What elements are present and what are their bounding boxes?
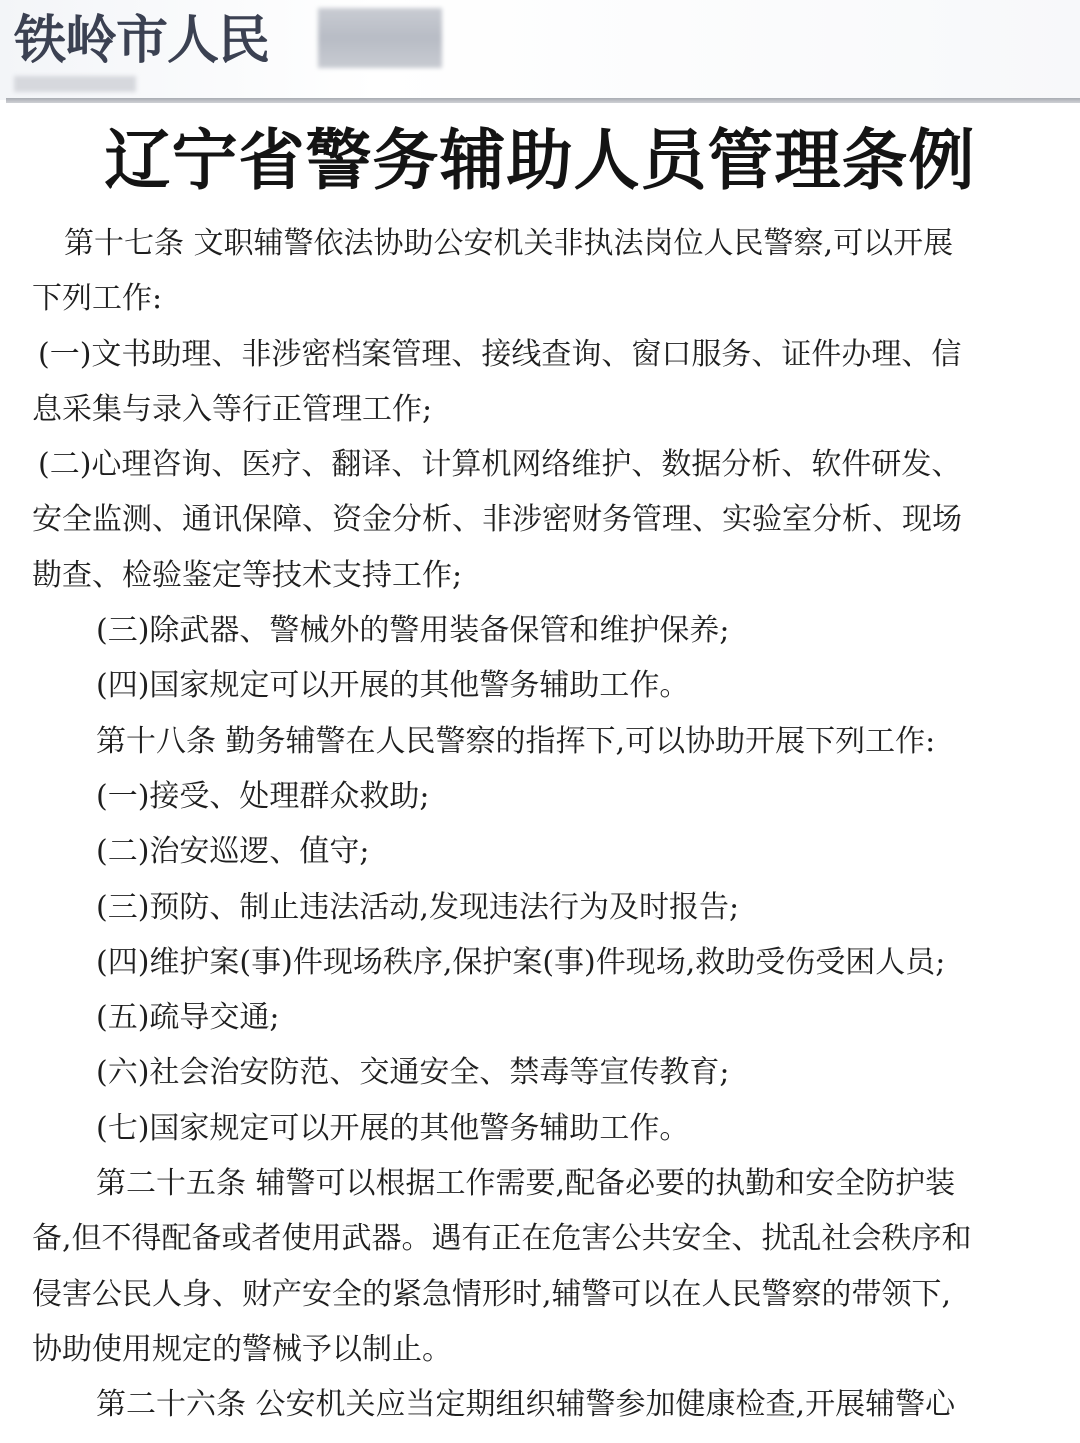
- header-divider: [6, 98, 1080, 103]
- text-line: 息采集与录入等行正管理工作;: [32, 391, 433, 427]
- text-line: (一)文书助理、非涉密档案管理、接线查询、窗口服务、证件办理、信: [38, 336, 962, 372]
- document-body: [32, 216, 1042, 1433]
- text-line: 安全监测、通讯保障、资金分析、非涉密财务管理、实验室分析、现场: [32, 502, 962, 538]
- text-line: (五)疏导交通;: [96, 1000, 280, 1036]
- text-line: 第二十六条 公安机关应当定期组织辅警参加健康检查,开展辅警心: [96, 1387, 956, 1423]
- source-title: 铁岭市人民: [14, 11, 270, 71]
- text-line: (二)心理咨询、医疗、翻译、计算机网络维护、数据分析、软件研发、: [38, 447, 962, 483]
- text-line: (七)国家规定可以开展的其他警务辅助工作。: [96, 1110, 690, 1146]
- text-line: (四)国家规定可以开展的其他警务辅助工作。: [96, 668, 690, 704]
- blurred-subtitle: [14, 76, 136, 92]
- text-line: 协助使用规定的警械予以制止。: [32, 1331, 452, 1367]
- text-line: 侵害公民人身、财产安全的紧急情形时,辅警可以在人民警察的带领下,: [32, 1276, 952, 1312]
- text-line: 第二十五条 辅警可以根据工作需要,配备必要的执勤和安全防护装: [96, 1166, 956, 1202]
- text-line: 勘查、检验鉴定等技术支持工作;: [32, 557, 463, 593]
- text-line: (三)预防、制止违法活动,发现违法行为及时报告;: [96, 889, 740, 925]
- text-line: 备,但不得配备或者使用武器。遇有正在危害公共安全、扰乱社会秩序和: [32, 1221, 972, 1257]
- text-line: (二)治安巡逻、值守;: [96, 834, 370, 870]
- text-line: 下列工作:: [32, 281, 163, 317]
- blurred-redaction: [318, 8, 442, 68]
- text-line: (一)接受、处理群众救助;: [96, 778, 430, 814]
- text-line: (四)维护案(事)件现场秩序,保护案(事)件现场,救助受伤受困人员;: [96, 944, 946, 980]
- header-bar: [0, 0, 1080, 100]
- text-line: 第十八条 勤务辅警在人民警察的指挥下,可以协助开展下列工作:: [96, 723, 936, 759]
- text-line: (三)除武器、警械外的警用装备保管和维护保养;: [96, 613, 730, 649]
- document-title: 辽宁省警务辅助人员管理条例: [104, 121, 976, 199]
- text-line: 第十七条 文职辅警依法协助公安机关非执法岗位人民警察,可以开展: [64, 226, 954, 261]
- text-line: (六)社会治安防范、交通安全、禁毒等宣传教育;: [96, 1055, 730, 1091]
